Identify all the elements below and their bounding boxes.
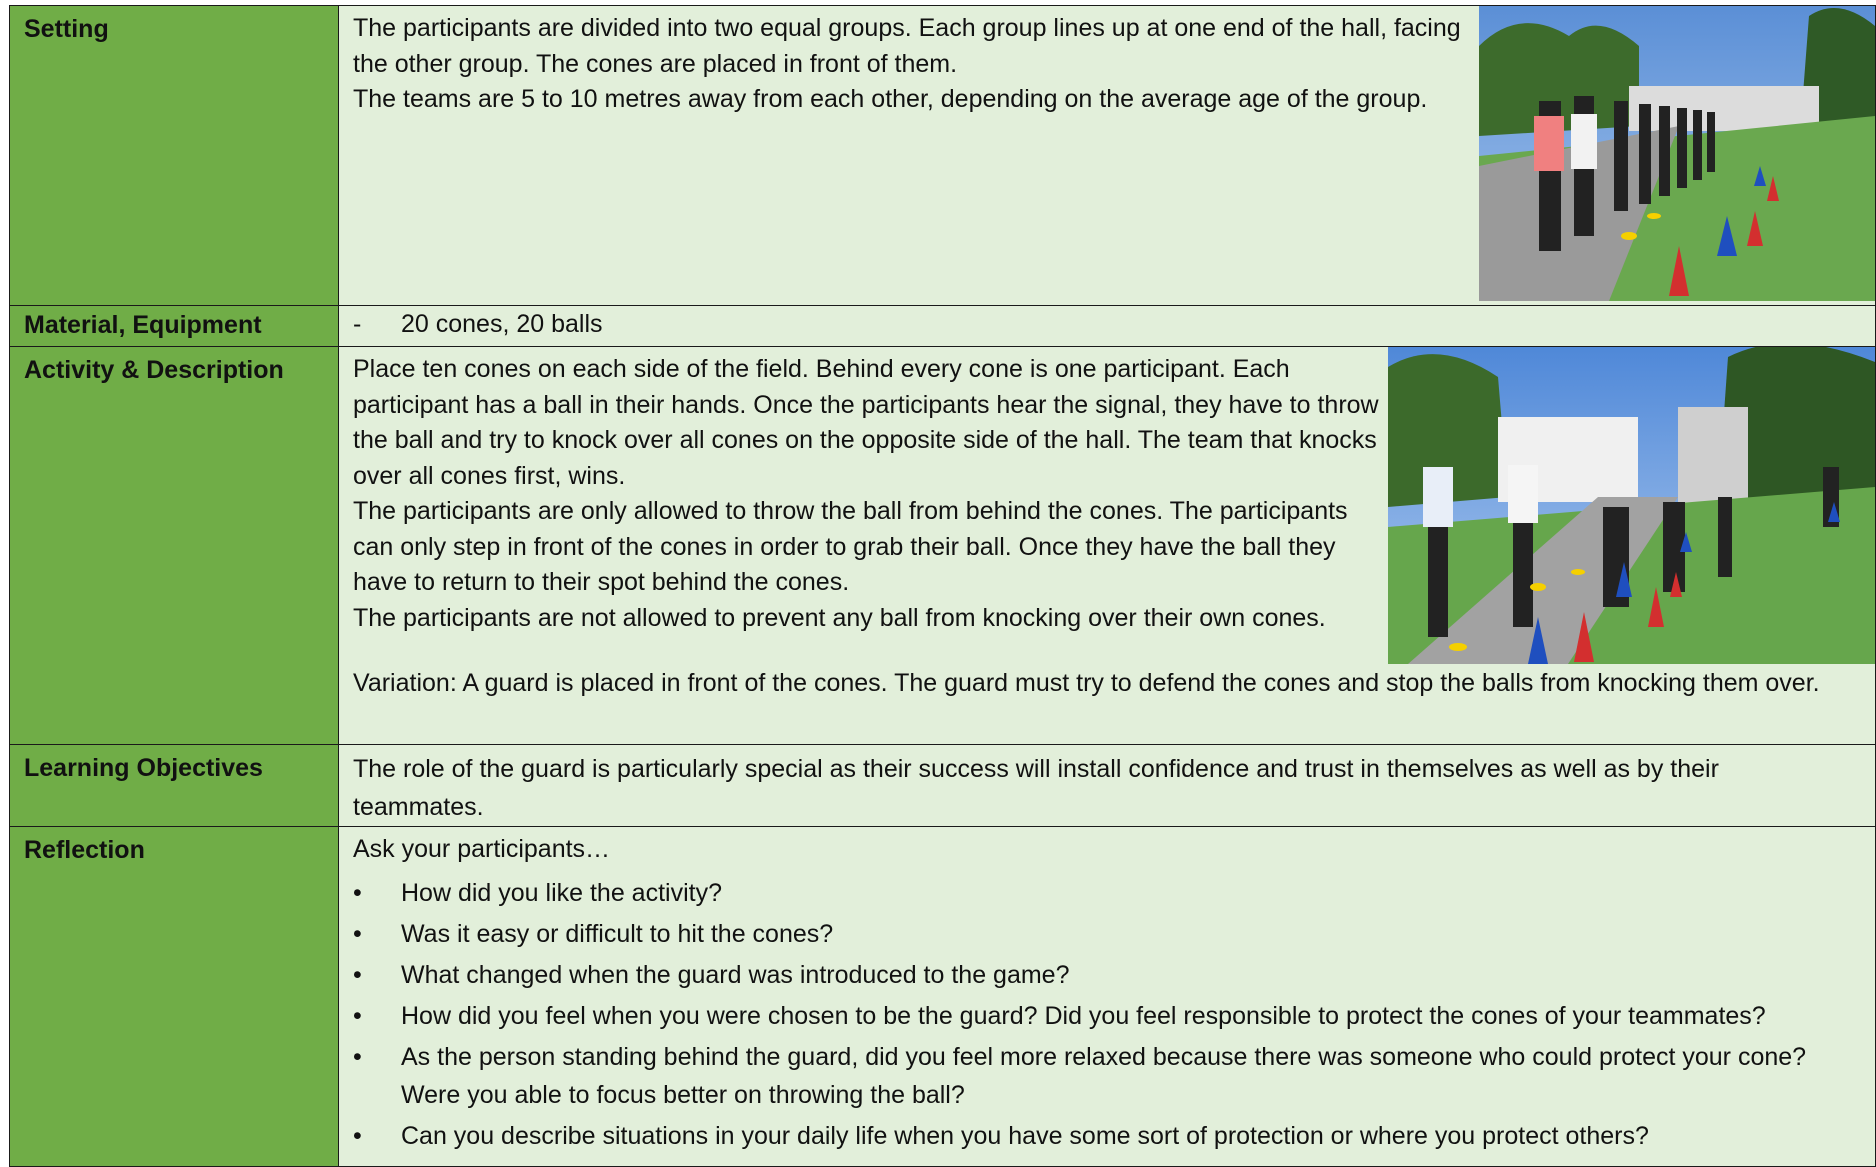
objectives-text: The role of the guard is particularly special as their success will install confidence and trust in themselves as well as by their teammates. [353,755,1719,821]
photo-throwing-image [1388,347,1875,664]
bullet-marker: • [353,1121,362,1150]
content-setting [339,6,1876,306]
label-reflection: Reflection [10,827,339,1167]
bullet-marker: • [353,919,362,948]
bullet-marker: • [353,1001,362,1030]
row-material [10,306,1876,347]
list-item [353,997,1875,1035]
question-text: Was it easy or difficult to hit the cones? [401,919,834,948]
photo-setting [1479,6,1875,301]
bullet-marker: • [353,1042,362,1071]
reflection-question-list [353,874,1875,1155]
setting-paragraph-2: The teams are 5 to 10 metres away from each other, depending on the average age of the group. [353,85,1428,113]
row-objectives [10,745,1876,827]
activity-variation: Variation: A guard is placed in front of the cones. The guard must try to defend the cones and stop the balls from knocking them over. [353,669,1820,697]
list-item [353,915,1875,953]
row-setting [10,6,1876,306]
label-objectives: Learning Objectives [10,745,339,827]
setting-paragraph-1: The participants are divided into two equal groups. Each group lines up at one end of the hall, facing the other group. The cones are placed in front of them. [353,14,1461,78]
activity-paragraph-1: Place ten cones on each side of the field. Behind every cone is one participant. Each participant has a ball in their hands. Once the participants hear the signal, they have to throw the ball and try to knock over all cones on the opposite side of the hall. The team that knocks over all cones first, wins. [353,355,1379,490]
label-material: Material, Equipment [10,306,339,347]
list-item [353,1117,1875,1155]
content-objectives [339,745,1876,827]
question-text: What changed when the guard was introduced to the game? [401,960,1070,989]
content-material [339,306,1876,347]
activity-paragraph-3: The participants are not allowed to prevent any ball from knocking over their own cones. [353,603,1326,632]
activity-paragraph-2: The participants are only allowed to throw the ball from behind the cones. The participants can only step in front of the cones in order to grab their ball. Once they have the ball they have to return to their spot behind the cones. [353,497,1348,596]
list-item [353,1038,1875,1114]
row-reflection [10,827,1876,1167]
activity-table [9,5,1876,1167]
dash-marker: - [353,310,362,338]
row-activity [10,347,1876,745]
bullet-marker: • [353,960,362,989]
label-setting: Setting [10,6,339,306]
material-item-text: 20 cones, 20 balls [401,310,603,338]
question-text: How did you like the activity? [401,878,722,907]
question-text: How did you feel when you were chosen to be the guard? Did you feel responsible to protect the cones of your teammates? [401,1001,1766,1030]
content-reflection [339,827,1876,1167]
label-activity: Activity & Description [10,347,339,745]
bullet-marker: • [353,878,362,907]
photo-activity [1388,347,1875,664]
list-item [353,956,1875,994]
question-text: Can you describe situations in your daily life when you have some sort of protection or where you protect others? [401,1121,1649,1150]
photo-lineup-image [1479,6,1875,301]
material-list-item [353,307,1875,343]
reflection-intro: Ask your participants… [353,835,611,863]
list-item [353,874,1875,912]
question-text: As the person standing behind the guard, did you feel more relaxed because there was someone who could protect your cone? Were you able to focus better on throwing the ball? [401,1042,1807,1109]
content-activity [339,347,1876,745]
